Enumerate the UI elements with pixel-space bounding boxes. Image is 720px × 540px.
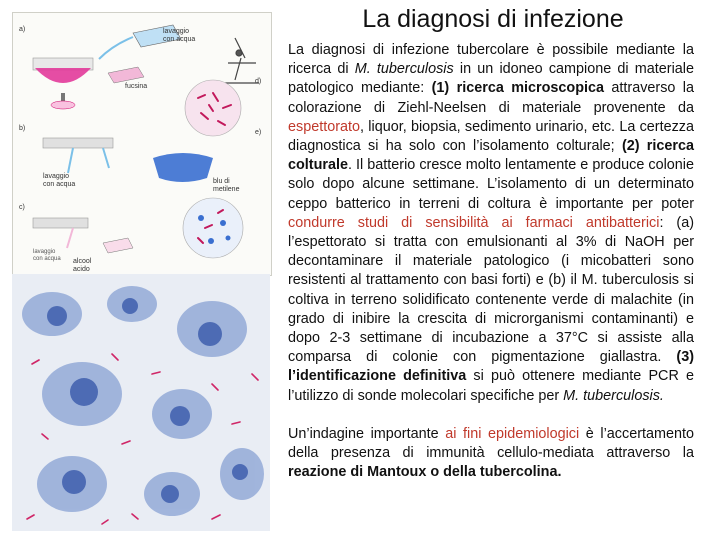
microscope-icon [225, 38, 262, 85]
microscope-field-red [185, 80, 241, 136]
svg-text:con acqua: con acqua [43, 181, 76, 188]
svg-text:blu di: blu di [213, 178, 230, 185]
panel-label-d: d) [255, 78, 262, 85]
svg-text:metilene: metilene [213, 186, 240, 193]
svg-text:fucsina: fucsina [125, 83, 148, 90]
body-text [288, 41, 694, 482]
svg-text:acido: acido [73, 266, 90, 273]
step-fucsina [33, 25, 195, 109]
paragraph-diagnosis: La diagnosi di infezione tubercolare è possibile mediante la ricerca di M. tuberculosis in un idoneo campione di materiale patologico mediante: (1) ricerca microscopica attraverso la colorazione di Ziehl-Neelsen di materiale provenente da espettorato, liquor, biopsia, sedimento urinario, etc. La certezza diagnostica si ha solo con l’isolamento colturale; (2) ricerca colturale. Il batterio cresce molto lentamente e produce colonie solo dopo alcune settimane. L’isolamento di un determinato ceppo batterico in terreni di coltura è importante per poter condurre studi di sensibilità ai farmaci antibatterici: (a) l’espettorato si tratta con emulsionanti al 3% di NaOH per decontaminare il materiale patologico (i micobatteri sono resistenti al trattamento con basi forti) e (b) il M. tuberculosis si coltiva in terreno solidificato contenente verde di malachite (in grado di inibire la crescita di microrganismi contaminanti) e dopo 2-3 settimane di incubazione a 37°C si assiste alla comparsa di colonie con pigmentazione giallastra. (3) l’identificazione definitiva si può ottenere mediante PCR e l’utilizzo di sonde molecolari specifiche per M. tuberculosis. [288, 42, 695, 404]
step-alcool-acido [33, 218, 133, 273]
panel-label-b: b) [19, 125, 26, 132]
step-blu-metilene [43, 138, 240, 193]
ziehl-neelsen-procedure-diagram [12, 12, 272, 276]
paragraph-mantoux: Un’indagine importante ai fini epidemiologici è l’accertamento della presenza di immunità cellulo-mediata attraverso la reazione di Mantoux o della tubercolina. [288, 425, 694, 481]
svg-text:lavaggio: lavaggio [33, 249, 56, 255]
svg-text:con acqua: con acqua [33, 256, 61, 262]
ziehl-neelsen-micrograph [12, 274, 270, 531]
page-title: La diagnosi di infezione [362, 5, 624, 33]
svg-text:con acqua: con acqua [163, 36, 196, 43]
microscope-field-mixed [183, 198, 243, 258]
panel-label-a: a) [19, 26, 26, 33]
svg-text:alcool: alcool [73, 258, 92, 265]
panel-label-c: c) [19, 204, 25, 211]
svg-text:lavaggio: lavaggio [43, 173, 70, 180]
panel-label-e: e) [255, 129, 262, 136]
fucsina-drop [35, 68, 91, 83]
svg-text:lavaggio: lavaggio [163, 28, 190, 35]
